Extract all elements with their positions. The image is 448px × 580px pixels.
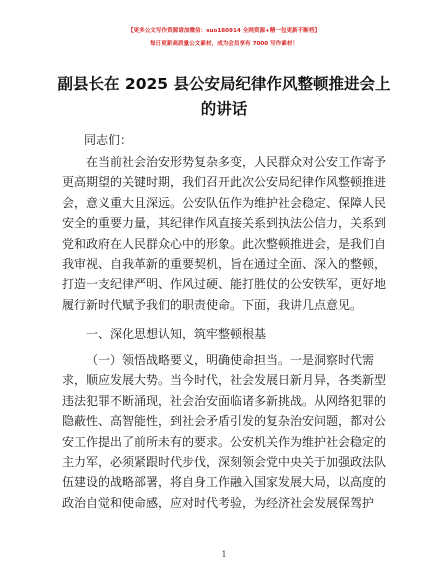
section-1-heading: 一、深化思想认知，筑牢整顿根基 (86, 327, 267, 341)
document-title-line-1: 副县长在 2025 县公安局纪律作风整顿推进会上 (57, 75, 391, 93)
section-1-line: 政治自觉和使命感，应对时代考验，为经济社会发展保驾护 (62, 495, 375, 510)
intro-line: 安全的重要力量，其纪律作风直接关系到执法公信力，关系到 (62, 216, 386, 231)
section-1-line: 主力军，必须紧跟时代步伐，深刻领会党中央关于加强政法队 (62, 455, 386, 470)
intro-line: 党和政府在人民群众心中的形象。此次整顿推进会，是我们自 (62, 236, 386, 251)
intro-paragraph (62, 152, 386, 315)
intro-line: 履行新时代赋予我们的职责使命。下面，我讲几点意见。 (62, 297, 363, 312)
intro-line: 在当前社会治安形势复杂多变，人民群众对公安工作寄予 (86, 155, 386, 169)
section-1-line: 违法犯罪不断涌现，社会治安面临诸多新挑战。从网络犯罪的 (62, 393, 386, 408)
section-1-line: 求，顺应发展大势。当今时代，社会发展日新月异，各类新型 (62, 373, 386, 388)
intro-line: 打造一支纪律严明、作风过硬、能打胜仗的公安铁军，更好地 (62, 277, 386, 292)
promo-banner-line-1: 【更多公文写作资源请加微信：suo180914 全网资源+精一包更新不断档】 (127, 28, 321, 34)
page-number: 1 (221, 550, 227, 559)
promo-banner-line-2: 每日更新高质量公文素材，成为会员享有 7000 写作素材！ (149, 41, 299, 47)
salutation: 同志们： (84, 133, 133, 147)
section-1-line: （一）领悟战略要义，明确使命担当。一是洞察时代需 (86, 353, 375, 367)
section-1-line: 伍建设的战略部署，将自身工作融入国家发展大局，以高度的 (62, 475, 386, 490)
section-1-paragraph (62, 350, 386, 513)
intro-line: 会，意义重大且深远。公安队伍作为维护社会稳定、保障人民 (62, 195, 386, 210)
intro-line: 我审视、自我革新的重要契机，旨在通过全面、深入的整顿， (62, 257, 386, 272)
section-1-line: 安工作提出了前所未有的要求。公安机关作为维护社会稳定的 (62, 434, 386, 449)
intro-line: 更高期望的关键时期，我们召开此次公安局纪律作风整顿推进 (62, 175, 386, 190)
section-1-line: 隐蔽性、高智能性，到社会矛盾引发的复杂治安问题，都对公 (62, 414, 386, 429)
document-title-line-2: 的讲话 (200, 100, 248, 118)
